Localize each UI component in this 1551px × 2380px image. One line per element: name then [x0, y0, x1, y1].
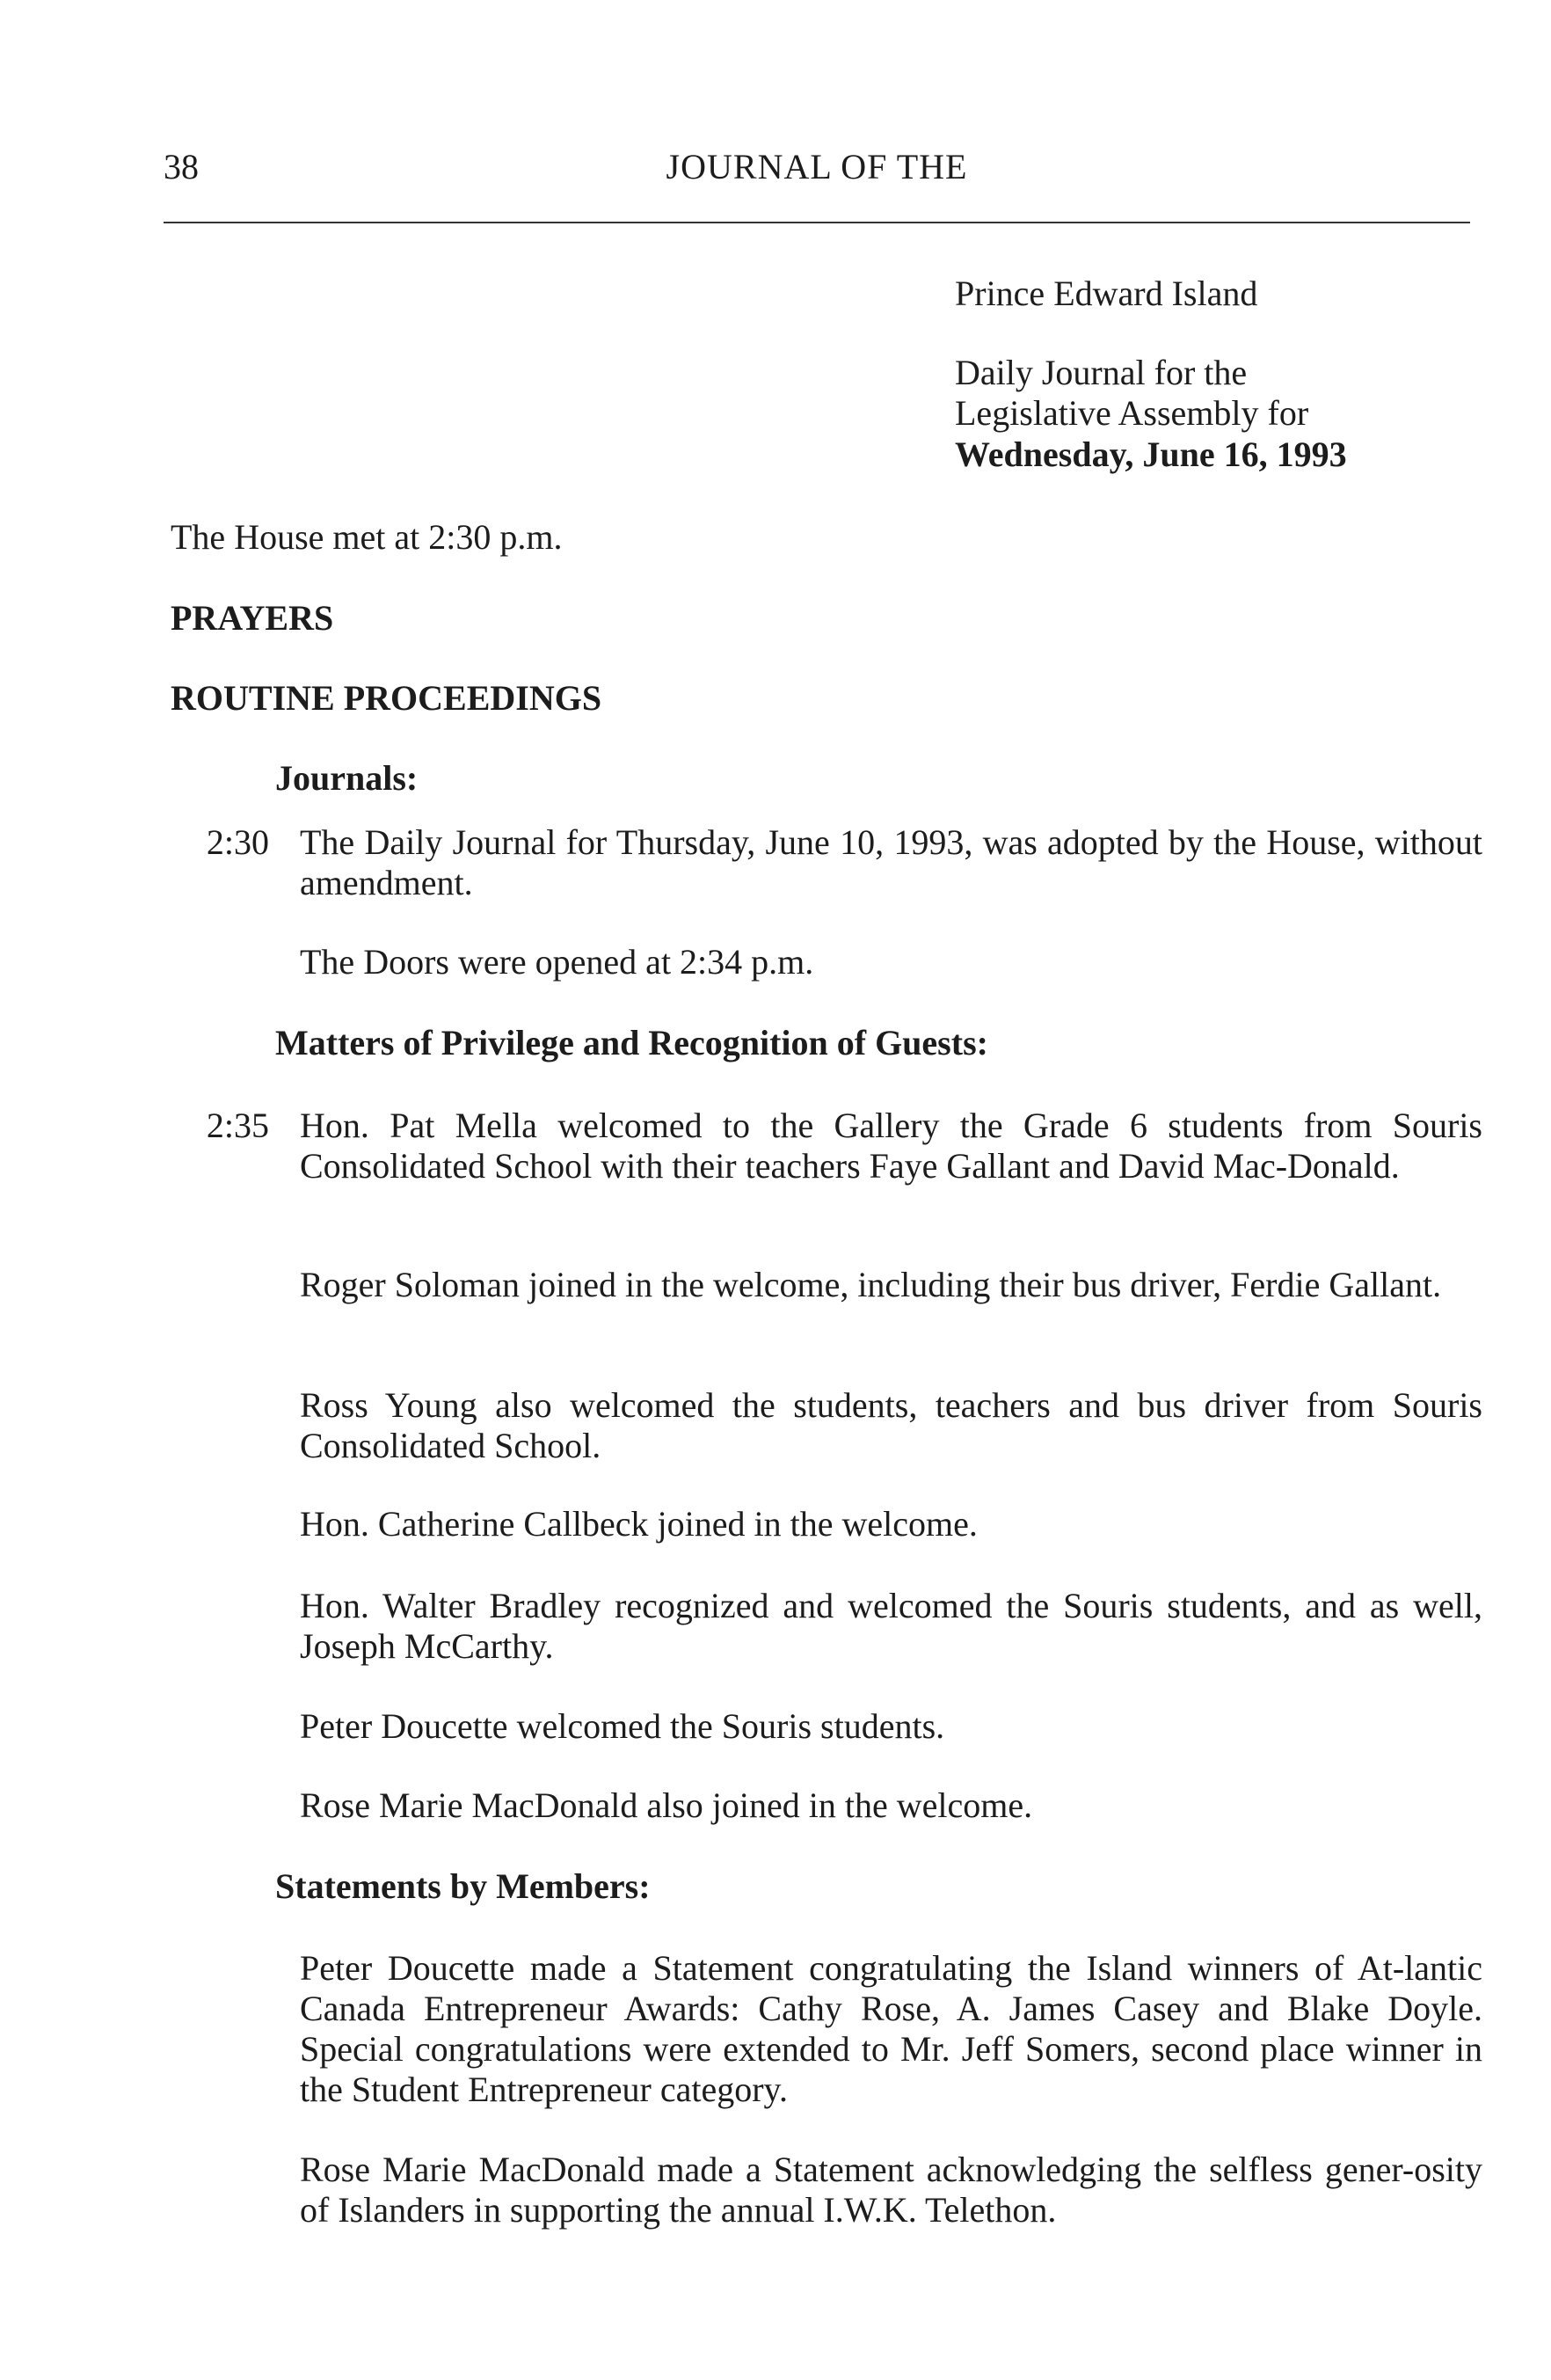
statement-paragraph: Peter Doucette made a Statement congratulating the Island winners of At-lantic Canada Entrepreneur Awards: Cathy Rose, A. James Casey and Blake Doyle. Special congratulations were extended to Mr. Jeff Somers, second place winner in the Student Entrepreneur category.: [300, 1948, 1482, 2109]
time-stamp: 2:35: [206, 1106, 269, 1145]
privilege-paragraph: Hon. Catherine Callbeck joined in the welcome.: [300, 1504, 978, 1544]
privilege-paragraph: Roger Soloman joined in the welcome, including their bus driver, Ferdie Gallant.: [300, 1265, 1442, 1304]
privilege-heading: Matters of Privilege and Recognition of Guests:: [275, 1023, 988, 1062]
privilege-paragraph: Peter Doucette welcomed the Souris students.: [300, 1706, 945, 1746]
statement-paragraph: Rose Marie MacDonald made a Statement acknowledging the selfless gener-osity of Islanders in supporting the annual I.W.K. Telethon.: [300, 2150, 1482, 2230]
prayers-heading: PRAYERS: [171, 598, 334, 638]
running-header-title: JOURNAL OF THE: [666, 147, 968, 186]
masthead-province: Prince Edward Island: [955, 274, 1258, 313]
house-met-text: The House met at 2:30 p.m.: [171, 517, 563, 557]
privilege-paragraph: Rose Marie MacDonald also joined in the welcome.: [300, 1785, 1033, 1825]
privilege-paragraph: Hon. Pat Mella welcomed to the Gallery the Grade 6 students from Souris Consolidated School with their teachers Faye Gallant and David Mac-Donald.: [300, 1106, 1482, 1186]
privilege-paragraph: Hon. Walter Bradley recognized and welcomed the Souris students, and as well, Joseph McCarthy.: [300, 1586, 1482, 1666]
journals-heading: Journals:: [275, 758, 419, 798]
doors-opened-text: The Doors were opened at 2:34 p.m.: [300, 942, 814, 982]
masthead-line-2: Legislative Assembly for: [955, 393, 1309, 433]
time-stamp: 2:30: [206, 822, 269, 862]
masthead-line-1: Daily Journal for the: [955, 353, 1248, 392]
statements-heading: Statements by Members:: [275, 1866, 651, 1906]
page-number: 38: [164, 147, 199, 186]
journals-paragraph: The Daily Journal for Thursday, June 10, 1993, was adopted by the House, without amendment.: [300, 822, 1482, 902]
privilege-paragraph: Ross Young also welcomed the students, teachers and bus driver from Souris Consolidated School.: [300, 1385, 1482, 1465]
header-rule: [164, 222, 1470, 223]
routine-proceedings-heading: ROUTINE PROCEEDINGS: [171, 678, 602, 718]
masthead-date: Wednesday, June 16, 1993: [955, 434, 1347, 474]
